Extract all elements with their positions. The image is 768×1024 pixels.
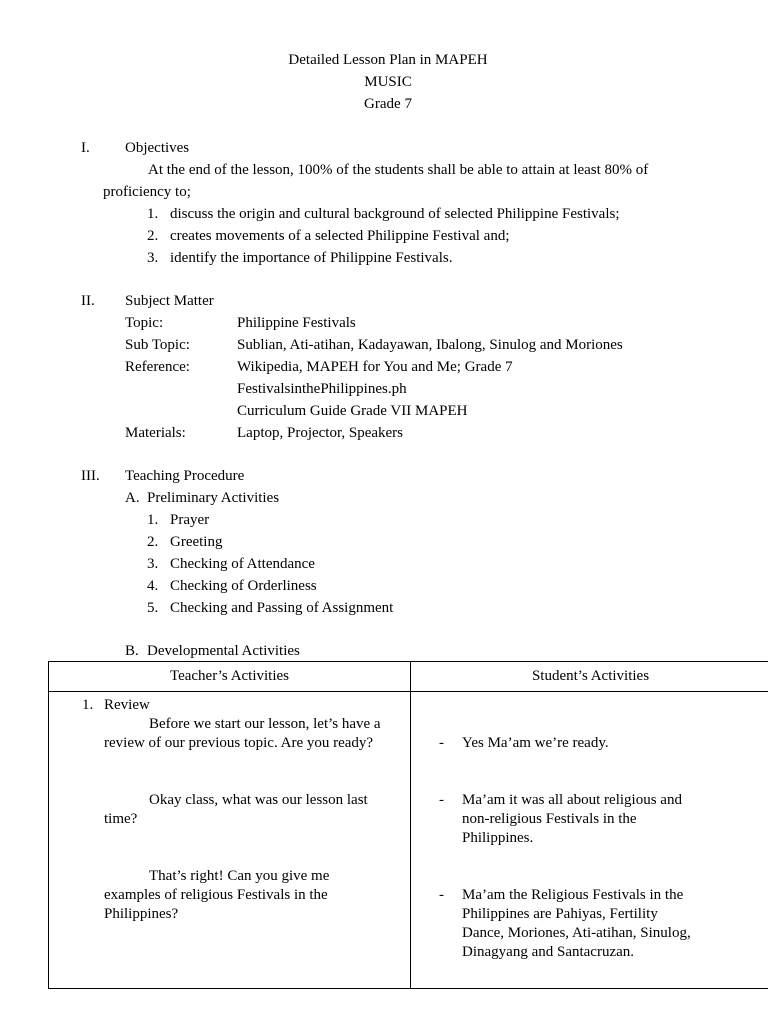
document-title: Detailed Lesson Plan in MAPEH bbox=[288, 52, 488, 68]
preliminary-num-5: 5. bbox=[147, 600, 159, 616]
student-line: Philippines. bbox=[462, 830, 534, 846]
teacher-line: examples of religious Festivals in the bbox=[104, 887, 328, 903]
preliminary-text-4: Checking of Orderliness bbox=[170, 578, 317, 594]
teacher-activities-header: Teacher’s Activities bbox=[49, 662, 411, 692]
teacher-activities-cell bbox=[49, 692, 411, 989]
objective-text-3: identify the importance of Philippine Festivals. bbox=[170, 250, 453, 266]
procedure-numeral: III. bbox=[81, 468, 100, 484]
activities-table bbox=[48, 661, 768, 989]
table-row bbox=[49, 692, 768, 989]
objective-num-1: 1. bbox=[147, 206, 159, 222]
objective-num-3: 3. bbox=[147, 250, 159, 266]
student-line: Yes Ma’am we’re ready. bbox=[462, 735, 609, 751]
teacher-line: Okay class, what was our lesson last bbox=[149, 792, 368, 808]
subject-matter-title: Subject Matter bbox=[125, 293, 214, 309]
student-line: Dinagyang and Santacruzan. bbox=[462, 944, 635, 960]
student-dash: - bbox=[439, 887, 444, 903]
reference-value-3: Curriculum Guide Grade VII MAPEH bbox=[237, 403, 468, 419]
preliminary-num-4: 4. bbox=[147, 578, 159, 594]
reference-value-2: FestivalsinthePhilippines.ph bbox=[237, 381, 407, 397]
objective-num-2: 2. bbox=[147, 228, 159, 244]
preliminary-title: Preliminary Activities bbox=[147, 490, 280, 506]
preliminary-text-2: Greeting bbox=[170, 534, 223, 550]
developmental-title: Developmental Activities bbox=[147, 643, 300, 659]
student-dash: - bbox=[439, 735, 444, 751]
objectives-intro-line2: proficiency to; bbox=[103, 184, 191, 200]
preliminary-num-1: 1. bbox=[147, 512, 159, 528]
preliminary-num-2: 2. bbox=[147, 534, 159, 550]
teacher-line: Before we start our lesson, let’s have a bbox=[149, 716, 381, 732]
developmental-letter: B. bbox=[125, 643, 139, 659]
materials-value: Laptop, Projector, Speakers bbox=[237, 425, 404, 441]
reference-label: Reference: bbox=[125, 359, 190, 375]
document-subject: MUSIC bbox=[364, 74, 412, 90]
reference-value-1: Wikipedia, MAPEH for You and Me; Grade 7 bbox=[237, 359, 513, 375]
teacher-line: time? bbox=[104, 811, 138, 827]
review-title: Review bbox=[104, 697, 150, 713]
objectives-numeral: I. bbox=[81, 140, 90, 156]
preliminary-text-1: Prayer bbox=[170, 512, 210, 528]
materials-label: Materials: bbox=[125, 425, 186, 441]
subtopic-label: Sub Topic: bbox=[125, 337, 190, 353]
student-line: Dance, Moriones, Ati-atihan, Sinulog, bbox=[462, 925, 691, 941]
preliminary-num-3: 3. bbox=[147, 556, 159, 572]
preliminary-text-5: Checking and Passing of Assignment bbox=[170, 600, 394, 616]
preliminary-letter: A. bbox=[125, 490, 140, 506]
topic-label: Topic: bbox=[125, 315, 164, 331]
teacher-line: review of our previous topic. Are you ready? bbox=[104, 735, 374, 751]
objectives-intro-line1: At the end of the lesson, 100% of the students shall be able to attain at least 80% of bbox=[148, 162, 649, 178]
teacher-line: Philippines? bbox=[104, 906, 179, 922]
preliminary-text-3: Checking of Attendance bbox=[170, 556, 315, 572]
subtopic-value: Sublian, Ati-atihan, Kadayawan, Ibalong, Sinulog and Moriones bbox=[237, 337, 623, 353]
document-grade: Grade 7 bbox=[364, 96, 412, 112]
student-line: non-religious Festivals in the bbox=[462, 811, 637, 827]
teacher-line: That’s right! Can you give me bbox=[149, 868, 330, 884]
student-line: Ma’am it was all about religious and bbox=[462, 792, 682, 808]
student-dash: - bbox=[439, 792, 444, 808]
objective-text-1: discuss the origin and cultural background of selected Philippine Festivals; bbox=[170, 206, 620, 222]
topic-value: Philippine Festivals bbox=[237, 315, 356, 331]
student-line: Ma’am the Religious Festivals in the bbox=[462, 887, 684, 903]
student-activities-header: Student’s Activities bbox=[411, 662, 768, 692]
objective-text-2: creates movements of a selected Philippine Festival and; bbox=[170, 228, 510, 244]
table-header-row bbox=[49, 662, 768, 692]
subject-matter-numeral: II. bbox=[81, 293, 95, 309]
student-line: Philippines are Pahiyas, Fertility bbox=[462, 906, 658, 922]
objectives-title: Objectives bbox=[125, 140, 190, 156]
procedure-title: Teaching Procedure bbox=[125, 468, 245, 484]
student-activities-cell bbox=[411, 692, 768, 989]
review-num: 1. bbox=[82, 697, 94, 713]
